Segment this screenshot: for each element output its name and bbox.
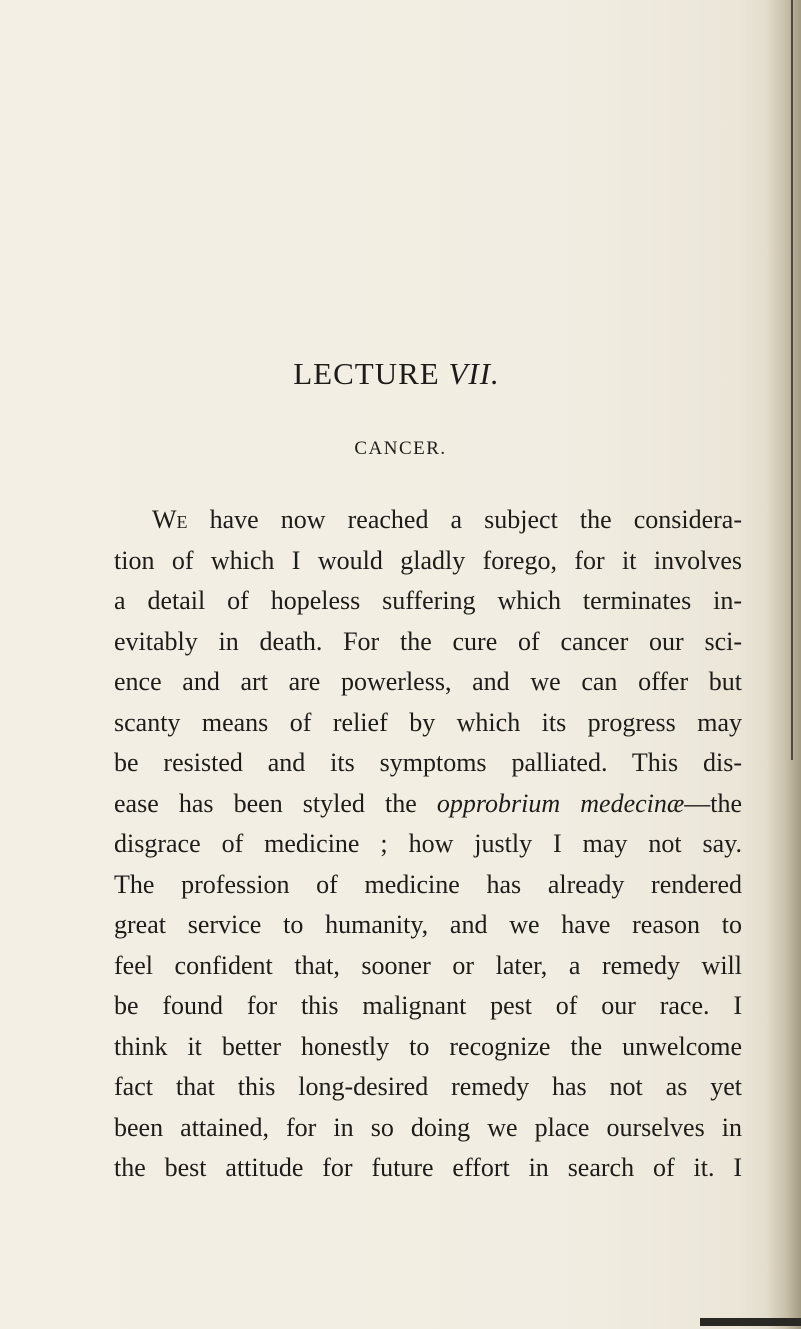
text-line-4: evitably in death. For the cure of cancer our sci- bbox=[114, 626, 742, 656]
body-paragraph bbox=[114, 500, 742, 1189]
text-line-5: ence and art are powerless, and we can offer but bbox=[114, 667, 742, 696]
text-line-14: think it better honestly to recognize the unwelcome bbox=[114, 1031, 742, 1061]
lead-word: We bbox=[152, 505, 188, 534]
text-line-3: a detail of hopeless suffering which terminates in- bbox=[114, 586, 742, 615]
text-line-6: scanty means of relief by which its progress may bbox=[114, 707, 742, 737]
text-line-10: The profession of medicine has already rendered bbox=[114, 869, 742, 899]
lecture-heading bbox=[0, 356, 801, 392]
lecture-heading-prefix: LECTURE bbox=[293, 356, 440, 391]
text-line-13: be found for this malignant pest of our race. I bbox=[114, 991, 742, 1020]
text-line-12: feel confident that, sooner or later, a remedy will bbox=[114, 950, 742, 980]
text-line-15: fact that this long-desired remedy has not as yet bbox=[114, 1072, 742, 1101]
page-edge-shadow bbox=[767, 0, 801, 1329]
text-line-8: ease has been styled the opprobrium medecinæ—the bbox=[114, 788, 742, 818]
text-line-2: tion of which I would gladly forego, for it involves bbox=[114, 545, 742, 575]
text-line-11: great service to humanity, and we have reason to bbox=[114, 910, 742, 939]
latin-phrase: opprobrium medecinæ bbox=[436, 788, 685, 818]
lecture-heading-numeral: VII. bbox=[448, 356, 500, 391]
text-line-1: We have now reached a subject the considera- bbox=[152, 505, 742, 534]
text-line-16: been attained, for in so doing we place ourselves in bbox=[114, 1112, 742, 1142]
text-line-7: be resisted and its symptoms palliated. This dis- bbox=[114, 748, 742, 777]
bottom-edge-mark bbox=[700, 1318, 801, 1326]
chapter-subheading: CANCER. bbox=[354, 438, 447, 459]
text-line-9: disgrace of medicine ; how justly I may not say. bbox=[114, 829, 742, 858]
text-line-17: the best attitude for future effort in search of it. I bbox=[114, 1153, 742, 1182]
